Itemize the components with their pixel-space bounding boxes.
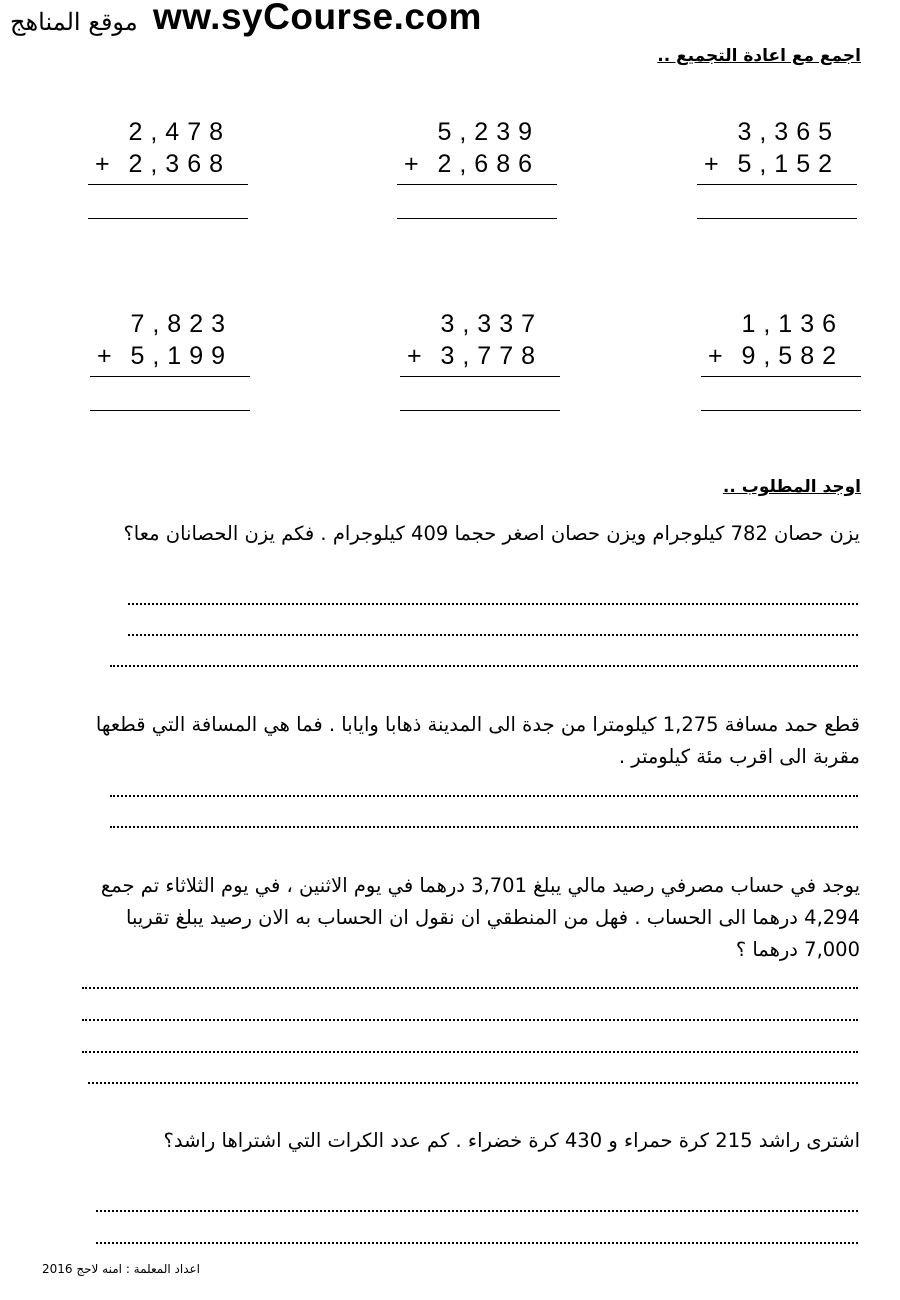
- answer-line[interactable]: [110, 826, 858, 829]
- answer-line[interactable]: [88, 1082, 858, 1085]
- answer-line[interactable]: [82, 987, 858, 990]
- plus-sign: +: [704, 150, 719, 178]
- answer-line[interactable]: [697, 218, 857, 219]
- site-url-logo[interactable]: ww.syCourse.com: [153, 0, 482, 37]
- plus-sign: +: [97, 342, 112, 370]
- answer-line[interactable]: [96, 1210, 858, 1213]
- section-title-addition: اجمع مع اعادة التجميع ..: [657, 46, 861, 66]
- addend-top: 7,823: [130, 310, 233, 338]
- addition-problem: [90, 310, 255, 420]
- addend-top: 3,365: [737, 118, 840, 146]
- sum-line: [88, 184, 248, 185]
- answer-line[interactable]: [701, 410, 861, 411]
- addend-bottom: 2,368: [128, 150, 231, 178]
- plus-sign: +: [404, 150, 419, 178]
- site-name-arabic: موقع المناهج: [10, 8, 138, 36]
- addend-top: 5,239: [437, 118, 540, 146]
- word-problem-2: قطع حمد مسافة 1,275 كيلومترا من جدة الى المدينة ذهابا وايابا . فما هي المسافة التي قطعها مقربة الى اقرب مئة كيلومتر .: [95, 713, 860, 768]
- addend-bottom: 2,686: [437, 150, 540, 178]
- addition-problem: [697, 118, 862, 228]
- plus-sign: +: [95, 150, 110, 178]
- addend-bottom: 5,152: [737, 150, 840, 178]
- answer-line[interactable]: [90, 410, 250, 411]
- addition-problem: [701, 310, 866, 420]
- answer-line[interactable]: [128, 603, 858, 606]
- addition-problem: [397, 118, 562, 228]
- addend-bottom: 3,778: [440, 342, 543, 370]
- sum-line: [90, 376, 250, 377]
- sum-line: [400, 376, 560, 377]
- answer-line[interactable]: [82, 1019, 858, 1022]
- answer-line[interactable]: [110, 665, 858, 668]
- answer-line[interactable]: [397, 218, 557, 219]
- addend-bottom: 5,199: [130, 342, 233, 370]
- plus-sign: +: [708, 342, 723, 370]
- addend-top: 3,337: [440, 310, 543, 338]
- answer-line[interactable]: [128, 634, 858, 637]
- addend-top: 2,478: [128, 118, 231, 146]
- answer-line[interactable]: [400, 410, 560, 411]
- addition-problem: [400, 310, 565, 420]
- answer-line[interactable]: [110, 795, 858, 798]
- word-problem-1: يزن حصان 782 كيلوجرام ويزن حصان اصغر حجما 409 كيلوجرام . فكم يزن الحصانان معا؟: [123, 522, 860, 545]
- addition-problem: [88, 118, 253, 228]
- plus-sign: +: [407, 342, 422, 370]
- sum-line: [701, 376, 861, 377]
- footer-credit: اعداد المعلمة : امنه لاحج 2016: [42, 1262, 201, 1276]
- answer-line[interactable]: [88, 218, 248, 219]
- sum-line: [697, 184, 857, 185]
- answer-line[interactable]: [82, 1051, 858, 1054]
- addend-bottom: 9,582: [741, 342, 844, 370]
- answer-line[interactable]: [96, 1242, 858, 1245]
- word-problem-4: اشترى راشد 215 كرة حمراء و 430 كرة خضراء . كم عدد الكرات التي اشتراها راشد؟: [163, 1129, 860, 1152]
- word-problem-3: يوجد في حساب مصرفي رصيد مالي يبلغ 3,701 درهما في يوم الاثنين ، في يوم الثلاثاء تم جمع 4,294 درهما الى الحساب . فهل من المنطقي ان نقول ان الحساب به الان رصيد يبلغ تقريبا 7,000 درهما ؟: [100, 874, 860, 961]
- sum-line: [397, 184, 557, 185]
- addend-top: 1,136: [741, 310, 844, 338]
- section-title-word-problems: اوجد المطلوب ..: [722, 477, 861, 497]
